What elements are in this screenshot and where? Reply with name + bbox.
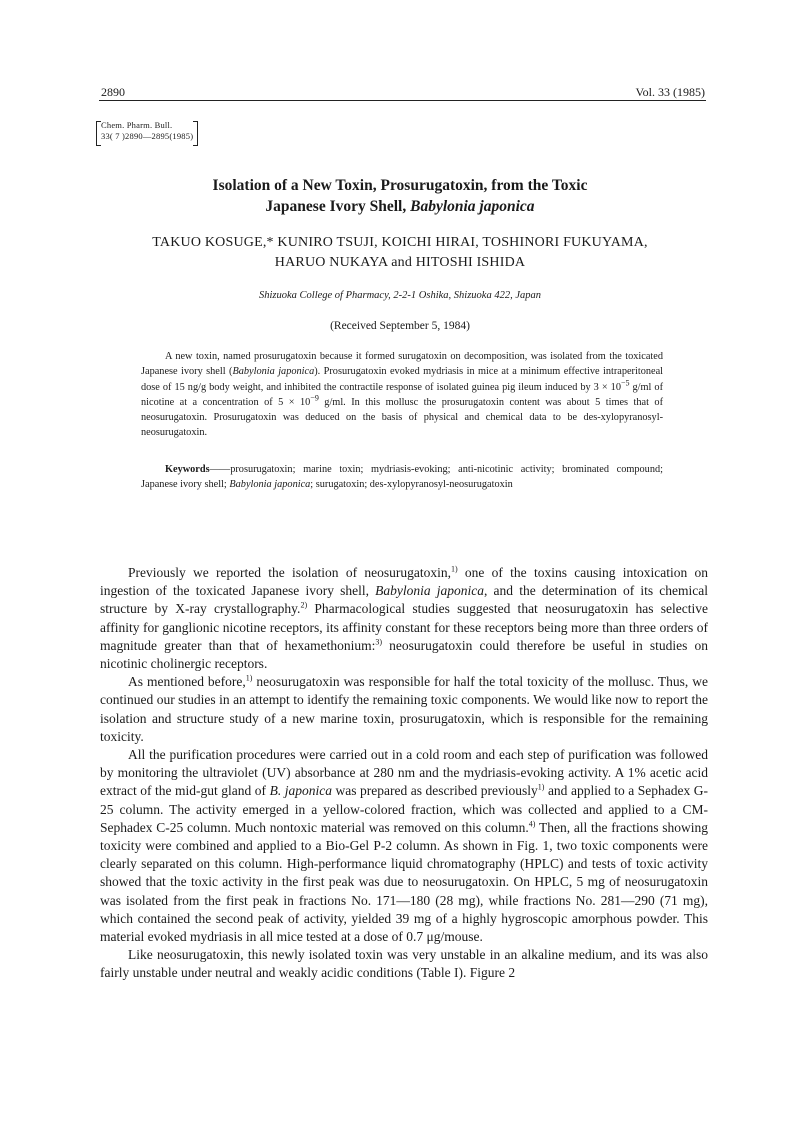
body-paragraph-2: As mentioned before,$^{1)}$ neosurugatoxin was responsible for half the total toxicity of the mollusc. Thus, we continued our studies in an attempt to identify the remaining toxic components. We would like now to report the isolation and structure study of a new marine toxin, prosurugatoxin, which is responsible for the remaining toxicity. bbox=[100, 673, 708, 744]
abstract: A new toxin, named prosurugatoxin because it formed surugatoxin on decomposition, was isolated from the toxicated Japanese ivory shell (Babylonia japonica). Prosurugatoxin evoked mydriasis in mice at a minimum effective intraperitoneal dose of 15 ng/g body weight, and inhibited the contractile response of isolated guinea pig ileum induced by $3 \times 10^{-5}$ g/ml of nicotine at a concentration of $5 \times 10^{-9}$ g/ml. In this mollusc the prosurugatoxin content was about 5 times that of neosurugatoxin. Prosurugatoxin was deduced on the basis of physical and chemical data to be des-xylopyranosyl-neosurugatoxin. bbox=[141, 351, 664, 439]
body-paragraph-1: Previously we reported the isolation of neosurugatoxin,$^{1)}$ one of the toxins causing intoxication on ingestion of the toxicated Japanese ivory shell, Babylonia japonica, and the determination of its chemical structure by X-ray crystallography.$^{2)}$ Pharmacological studies suggested that neosurugatoxin has selective affinity for ganglionic nicotine receptors, its affinity constant for these receptors being more than three orders of magnitude greater than that of hexamethonium:$^{3)}$ neosurugatoxin could therefore be useful in studies on nicotinic cholinergic receptors. bbox=[100, 564, 709, 672]
affiliation: Shizuoka College of Pharmacy, 2-2-1 Oshika, Shizuoka 422, Japan bbox=[258, 290, 541, 301]
author-list bbox=[100, 233, 700, 273]
article-body bbox=[100, 564, 708, 983]
authors-line2: HARUO NUKAYA and HITOSHI ISHIDA bbox=[274, 255, 526, 270]
title-line2: Japanese Ivory Shell, Babylonia japonica bbox=[265, 198, 535, 215]
keywords-label: Keywords bbox=[165, 464, 210, 475]
body-paragraph-3: All the purification procedures were carried out in a cold room and each step of purification was followed by monitoring the ultraviolet (UV) absorbance at 280 nm and the mydriasis-evoking activity. A 1% acetic acid extract of the mid-gut gland of B. japonica was prepared as described previously$^{1)}$ and applied to a Sephadex G-25 column. The activity emerged in a yellow-colored fraction, which was collected and applied to a CM-Sephadex C-25 column. Much nontoxic material was removed on this column.$^{4)}$ Then, all the fractions showing toxicity were combined and applied to a Bio-Gel P-2 column. As shown in Fig. 1, two toxic components were clearly separated on this column. High-performance liquid chromatography (HPLC) and tests of toxic activity showed that the toxic activity in the first peak was due to neosurugatoxin. On HPLC, 5 mg of neosurugatoxin was isolated from the first peak in fractions No. 171—180 (28 mg), while fractions No. 281—290 (71 mg), which contained the second peak of activity, yielded 39 mg of a highly hygroscopic amorphous powder. This material evoked mydriasis in all mice tested at a dose of 0.7 μg/mouse. bbox=[100, 747, 708, 945]
body-paragraph-4: Like neosurugatoxin, this newly isolated toxin was very unstable in an alkaline medium, and its was also fairly unstable under neutral and weakly acidic conditions (Table I). Figure 2 bbox=[100, 947, 708, 981]
received-date: (Received September 5, 1984) bbox=[330, 320, 470, 332]
journal-reference bbox=[96, 120, 193, 142]
page-number: 2890 bbox=[101, 85, 125, 99]
article-title bbox=[100, 175, 700, 217]
volume-label: Vol. 33 (1985) bbox=[635, 85, 705, 99]
keywords: Keywords——prosurugatoxin; marine toxin; mydriasis-evoking; anti-nicotinic activity; brominated compound; Japanese ivory shell; Babylonia japonica; surugatoxin; des-xylopyranosyl-neosurugatoxin bbox=[141, 464, 663, 491]
header-rule bbox=[99, 100, 706, 101]
journal-ref-line2: 33( 7 )2890—2895(1985) bbox=[101, 131, 194, 141]
authors-line1: TAKUO KOSUGE,* KUNIRO TSUJI, KOICHI HIRAI, TOSHINORI FUKUYAMA, bbox=[152, 235, 648, 250]
journal-ref-line1: Chem. Pharm. Bull. bbox=[101, 120, 173, 130]
title-species: Babylonia japonica bbox=[410, 198, 535, 215]
title-line1: Isolation of a New Toxin, Prosurugatoxin, from the Toxic bbox=[212, 177, 588, 194]
